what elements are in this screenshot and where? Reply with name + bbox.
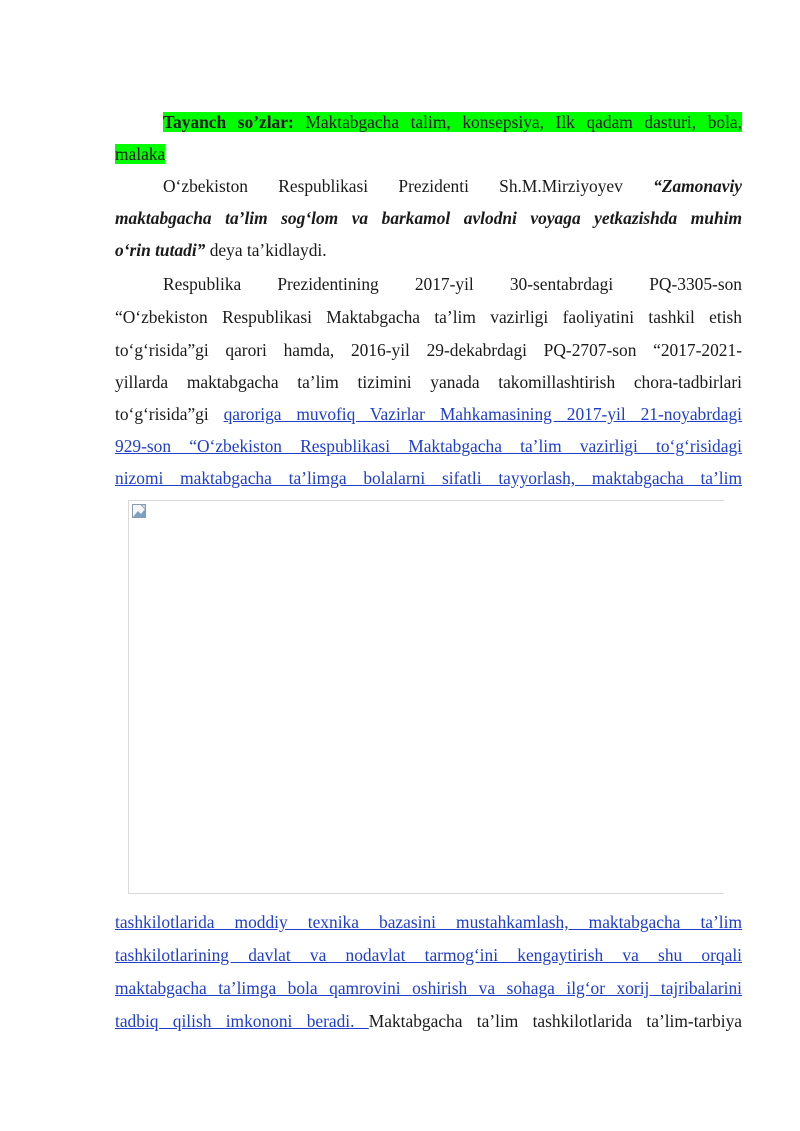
- p3-line-4: [115, 1009, 742, 1033]
- p1-text-end: deya ta’kidlaydi.: [205, 240, 327, 260]
- p2-line-1: Respublika Prezidentining 2017-yil 30-sentabrdagi PQ-3305-son: [163, 274, 742, 294]
- p2-line-3: to‘g‘risida”gi qarori hamda, 2016-yil 29-dekabrdagi PQ-2707-son “2017-2021-: [115, 340, 742, 360]
- decree-link-line-4[interactable]: tashkilotlarida moddiy texnika bazasini mustahkamlash, maktabgacha ta’lim: [115, 912, 742, 932]
- p3-text: Maktabgacha ta’lim tashkilotlarida ta’lim-tarbiya: [368, 1011, 742, 1031]
- p1-quote-end: o‘rin tutadi”: [115, 240, 206, 260]
- decree-link-line-2[interactable]: 929-son “O‘zbekiston Respublikasi Maktabgacha ta’lim vazirligi to‘g‘risidagi: [115, 436, 742, 456]
- p1-line-3: [115, 238, 742, 262]
- p1-quote: maktabgacha ta’lim sog‘lom va barkamol avlodni voyaga yetkazishda muhim: [115, 208, 742, 228]
- p2-line-5: [115, 402, 742, 426]
- decree-link-line-6[interactable]: maktabgacha ta’limga bola qamrovini oshirish va sohaga ilg‘or xorij tajribalarini: [115, 978, 742, 998]
- keywords-text-end: malaka: [115, 144, 166, 164]
- keywords-text: Maktabgacha talim, konsepsiya, Ilk qadam dasturi, bola,: [293, 112, 742, 132]
- keywords-label: Tayanch so’zlar:: [163, 112, 294, 132]
- image-placeholder: [128, 500, 724, 894]
- keywords-line-2: [115, 142, 742, 166]
- p1-text: O‘zbekiston Respublikasi Prezidenti Sh.M.Mirziyoyev: [163, 176, 654, 196]
- p1-line-2: [115, 206, 742, 230]
- p1-quote-start: “Zamonaviy: [653, 176, 742, 196]
- decree-link-end[interactable]: tadbiq qilish imkononi beradi.: [115, 1011, 369, 1031]
- p1-line-1: [163, 174, 742, 198]
- p2-text: to‘g‘risida”gi: [115, 404, 224, 424]
- broken-image-icon: [132, 504, 146, 518]
- keywords-line-1: [163, 110, 742, 134]
- p2-line-4: yillarda maktabgacha ta’lim tizimini yanada takomillashtirish chora-tadbirlari: [115, 372, 742, 392]
- p2-line-2: “O‘zbekiston Respublikasi Maktabgacha ta’lim vazirligi faoliyatini tashkil etish: [115, 307, 742, 327]
- decree-link[interactable]: qaroriga muvofiq Vazirlar Mahkamasining 2017-yil 21-noyabrdagi: [223, 404, 742, 424]
- decree-link-line-3[interactable]: nizomi maktabgacha ta’limga bolalarni sifatli tayyorlash, maktabgacha ta’lim: [115, 468, 742, 488]
- decree-link-line-5[interactable]: tashkilotlarining davlat va nodavlat tarmog‘ini kengaytirish va shu orqali: [115, 945, 742, 965]
